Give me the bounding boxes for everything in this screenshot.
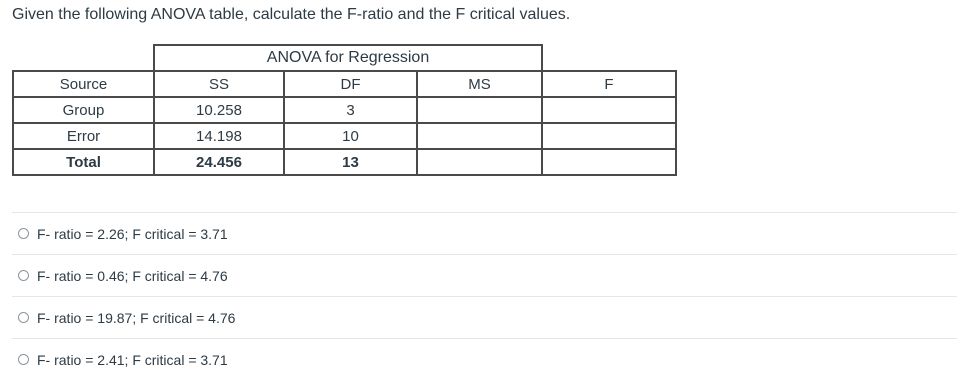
answer-options [12,212,957,380]
anova-table [12,44,677,176]
table-corner-blank-right [542,45,676,71]
answer-option-label: F- ratio = 2.41; F critical = 3.71 [37,351,228,368]
table-caption-row [13,45,676,71]
answer-option-2[interactable] [12,255,957,296]
radio-button[interactable] [18,312,29,323]
table-row [13,97,676,123]
answer-option-label: F- ratio = 2.26; F critical = 3.71 [37,225,228,242]
answer-option-4[interactable] [12,339,957,380]
cell-df: 10 [284,123,417,149]
cell-ss: 14.198 [154,123,284,149]
cell-source: Total [13,149,154,175]
cell-df: 3 [284,97,417,123]
cell-df: 13 [284,149,417,175]
radio-button[interactable] [18,228,29,239]
cell-source: Group [13,97,154,123]
question-text: Given the following ANOVA table, calculate the F-ratio and the F critical values. [12,6,571,23]
header-ss: SS [154,71,284,97]
answer-option-label: F- ratio = 19.87; F critical = 4.76 [37,309,236,326]
header-source: Source [13,71,154,97]
table-header-row [13,71,676,97]
table-row [13,123,676,149]
cell-f [542,97,676,123]
radio-button[interactable] [18,354,29,365]
cell-ss: 10.258 [154,97,284,123]
header-f: F [542,71,676,97]
cell-f [542,123,676,149]
table-corner-blank [13,45,154,71]
cell-ms [417,149,542,175]
header-df: DF [284,71,417,97]
answer-option-1[interactable] [12,213,957,254]
answer-option-3[interactable] [12,297,957,338]
cell-source: Error [13,123,154,149]
table-row-total [13,149,676,175]
cell-f [542,149,676,175]
table-caption: ANOVA for Regression [154,45,542,71]
cell-ss: 24.456 [154,149,284,175]
answer-option-label: F- ratio = 0.46; F critical = 4.76 [37,267,228,284]
cell-ms [417,123,542,149]
cell-ms [417,97,542,123]
header-ms: MS [417,71,542,97]
radio-button[interactable] [18,270,29,281]
